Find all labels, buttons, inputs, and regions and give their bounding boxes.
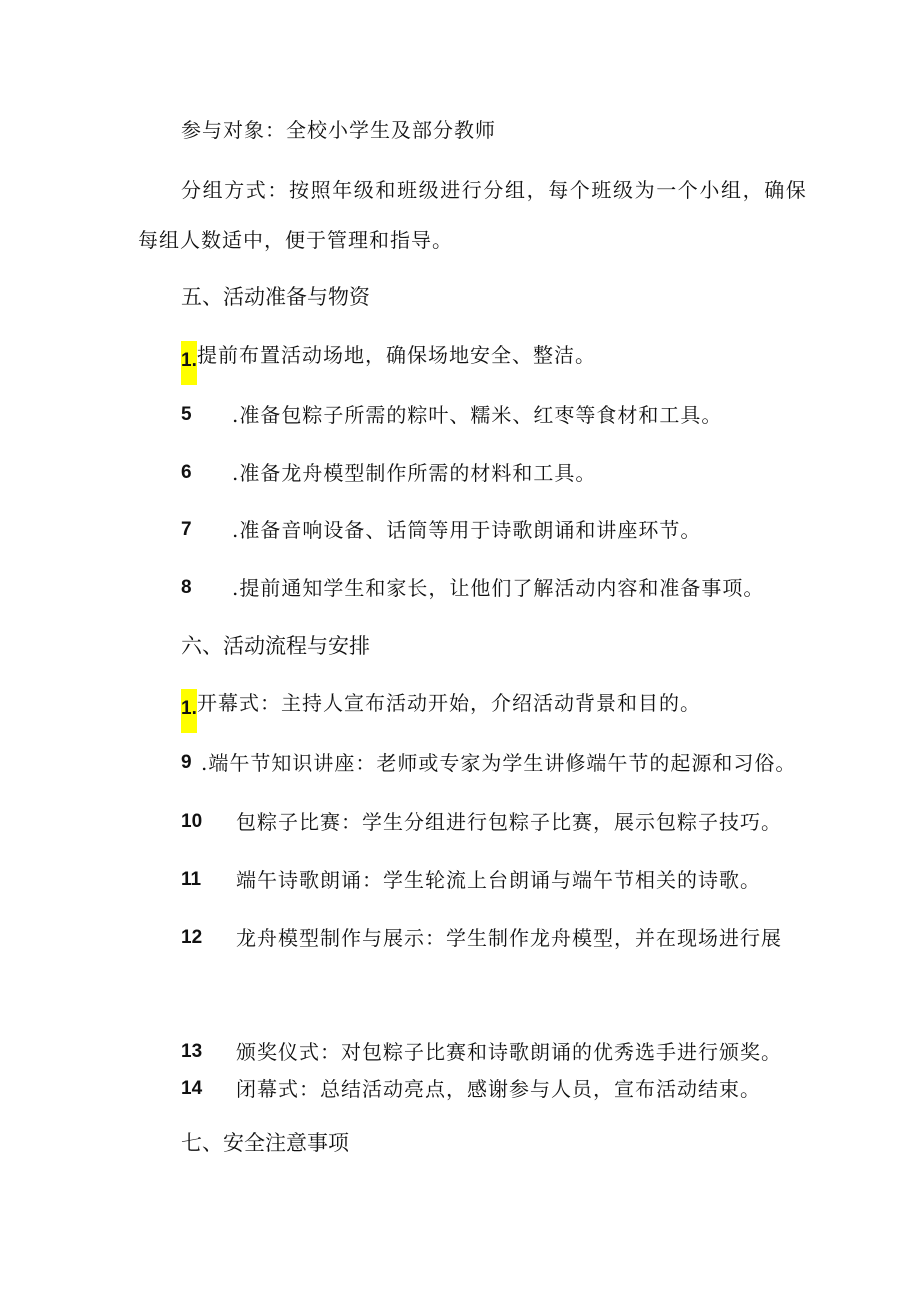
list-item-number: 10 bbox=[181, 811, 203, 832]
section-heading-5: 五、活动准备与物资 bbox=[181, 285, 370, 309]
list-item-text: .端午节知识讲座：老师或专家为学生讲修端午节的起源和习俗。 bbox=[201, 751, 797, 775]
list-item-text: 端午诗歌朗诵：学生轮流上台朗诵与端午节相关的诗歌。 bbox=[236, 868, 761, 892]
grouping-line-1: 分组方式：按照年级和班级进行分组，每个班级为一个小组，确保 bbox=[181, 178, 808, 202]
list-item-text: 闭幕式：总结活动亮点，感谢参与人员，宣布活动结束。 bbox=[236, 1077, 761, 1101]
list-item-number: 1. bbox=[181, 689, 197, 733]
list-item-number: 12 bbox=[181, 927, 203, 948]
list-item-text: 颁奖仪式：对包粽子比赛和诗歌朗诵的优秀选手进行颁奖。 bbox=[236, 1040, 782, 1064]
section-heading-6: 六、活动流程与安排 bbox=[181, 634, 370, 658]
list-item-text: .准备龙舟模型制作所需的材料和工具。 bbox=[232, 461, 597, 485]
grouping-line-2: 每组人数适中，便于管理和指导。 bbox=[138, 228, 453, 252]
list-item-number: 9 bbox=[181, 752, 192, 773]
list-item-number: 6 bbox=[181, 462, 192, 483]
list-item-number: 11 bbox=[181, 869, 202, 890]
section-heading-7: 七、安全注意事项 bbox=[181, 1131, 349, 1155]
list-item-number: 7 bbox=[181, 519, 192, 540]
list-item-text: 开幕式：主持人宣布活动开始，介绍活动背景和目的。 bbox=[197, 691, 701, 715]
list-item-text: .准备音响设备、话筒等用于诗歌朗诵和讲座环节。 bbox=[232, 518, 702, 542]
list-item-number: 8 bbox=[181, 577, 192, 598]
participants-line: 参与对象：全校小学生及部分教师 bbox=[181, 118, 496, 142]
list-item-text: 提前布置活动场地，确保场地安全、整洁。 bbox=[197, 343, 596, 367]
list-item-text: .准备包粽子所需的粽叶、糯米、红枣等食材和工具。 bbox=[232, 403, 723, 427]
list-item-text: .提前通知学生和家长，让他们了解活动内容和准备事项。 bbox=[232, 576, 765, 600]
list-item-text: 包粽子比赛：学生分组进行包粽子比赛，展示包粽子技巧。 bbox=[236, 810, 782, 834]
list-item-number: 5 bbox=[181, 404, 192, 425]
list-item-number: 1. bbox=[181, 341, 197, 385]
list-item-number: 13 bbox=[181, 1041, 203, 1062]
list-item-number: 14 bbox=[181, 1078, 203, 1099]
list-item-text: 龙舟模型制作与展示：学生制作龙舟模型，并在现场进行展 bbox=[236, 926, 782, 950]
